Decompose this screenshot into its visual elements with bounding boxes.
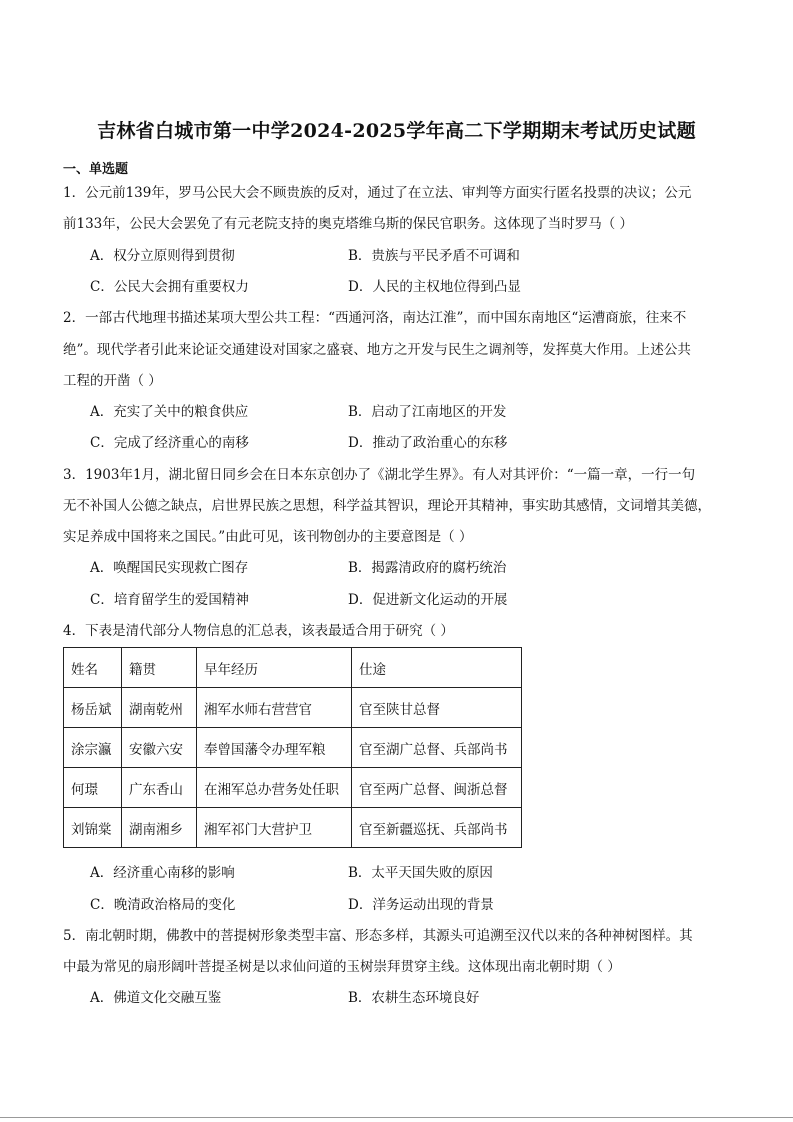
table-row bbox=[64, 728, 522, 768]
question-2-option-a[interactable]: A．充实了关中的粮食供应 bbox=[90, 404, 249, 420]
table-cell: 何璟 bbox=[64, 768, 122, 808]
question-3-line-3: 实足养成中国将来之国民。”由此可见，该刊物创办的主要意图是（ ） bbox=[63, 529, 473, 545]
question-3-option-d[interactable]: D．促进新文化运动的开展 bbox=[348, 592, 508, 608]
question-2-option-d[interactable]: D．推动了政治重心的东移 bbox=[348, 435, 508, 451]
question-1-line-2: 前133年，公民大会罢免了有元老院支持的奥克塔维乌斯的保民官职务。这体现了当时罗马（ ） bbox=[63, 216, 634, 232]
table-cell: 湖南湘乡 bbox=[122, 808, 197, 848]
page-bottom-rule bbox=[0, 1117, 793, 1118]
table-cell: 湘军水师右营营官 bbox=[197, 688, 352, 728]
table-cell: 刘锦棠 bbox=[64, 808, 122, 848]
question-3-option-a[interactable]: A．唤醒国民实现救亡图存 bbox=[90, 560, 249, 576]
table-header-cell: 姓名 bbox=[64, 648, 122, 688]
question-5-option-a[interactable]: A．佛道文化交融互鉴 bbox=[90, 990, 222, 1006]
table-cell: 官至湖广总督、兵部尚书 bbox=[352, 728, 522, 768]
question-1-option-d[interactable]: D．人民的主权地位得到凸显 bbox=[348, 279, 521, 295]
table-row bbox=[64, 768, 522, 808]
table-cell: 湖南乾州 bbox=[122, 688, 197, 728]
question-2-option-b[interactable]: B．启动了江南地区的开发 bbox=[348, 404, 507, 420]
question-4-option-a[interactable]: A．经济重心南移的影响 bbox=[90, 865, 235, 881]
table-cell: 官至新疆巡抚、兵部尚书 bbox=[352, 808, 522, 848]
table-header-cell: 籍贯 bbox=[122, 648, 197, 688]
table-header-row bbox=[64, 648, 522, 688]
question-3-line-2: 无不补国人公德之缺点，启世界民族之思想，科学益其智识，理论开其精神，事实助其感情，文词增其美德， bbox=[63, 498, 711, 514]
question-4-option-c[interactable]: C．晚清政治格局的变化 bbox=[90, 897, 236, 913]
question-3-option-b[interactable]: B．揭露清政府的腐朽统治 bbox=[348, 560, 507, 576]
question-2-line-3: 工程的开凿（ ） bbox=[63, 373, 162, 389]
question-5-option-b[interactable]: B．农耕生态环境良好 bbox=[348, 990, 480, 1006]
question-1-option-a[interactable]: A．权分立原则得到贯彻 bbox=[90, 248, 235, 264]
table-cell: 涂宗瀛 bbox=[64, 728, 122, 768]
section-heading: 一、单选题 bbox=[63, 162, 129, 177]
table-cell: 安徽六安 bbox=[122, 728, 197, 768]
question-1-option-b[interactable]: B．贵族与平民矛盾不可调和 bbox=[348, 248, 520, 264]
info-table bbox=[63, 647, 522, 848]
question-5-line-1: 5．南北朝时期，佛教中的菩提树形象类型丰富、形态多样，其源头可追溯至汉代以来的各种神树图样。其 bbox=[63, 928, 693, 944]
table-cell: 奉曾国藩令办理军粮 bbox=[197, 728, 352, 768]
question-1-option-c[interactable]: C．公民大会拥有重要权力 bbox=[90, 279, 249, 295]
question-2-option-c[interactable]: C．完成了经济重心的南移 bbox=[90, 435, 249, 451]
table-cell: 官至两广总督、闽浙总督 bbox=[352, 768, 522, 808]
table-row bbox=[64, 808, 522, 848]
question-4-line-1: 4．下表是清代部分人物信息的汇总表，该表最适合用于研究（ ） bbox=[63, 623, 454, 639]
question-3-option-c[interactable]: C．培育留学生的爱国精神 bbox=[90, 592, 249, 608]
table-row bbox=[64, 688, 522, 728]
question-3-line-1: 3．1903年1月，湖北留日同乡会在日本东京创办了《湖北学生界》。有人对其评价：“一篇一章，一行一句 bbox=[63, 467, 696, 483]
question-4-option-d[interactable]: D．洋务运动出现的背景 bbox=[348, 897, 494, 913]
table-header-cell: 仕途 bbox=[352, 648, 522, 688]
table-header-cell: 早年经历 bbox=[197, 648, 352, 688]
question-5-line-2: 中最为常见的扇形阔叶菩提圣树是以求仙问道的玉树崇拜贯穿主线。这体现出南北朝时期（ ） bbox=[63, 959, 621, 975]
question-1-line-1: 1．公元前139年，罗马公民大会不顾贵族的反对，通过了在立法、审判等方面实行匿名投票的决议；公元 bbox=[63, 185, 692, 201]
table-cell: 官至陕甘总督 bbox=[352, 688, 522, 728]
question-4-option-b[interactable]: B．太平天国失败的原因 bbox=[348, 865, 493, 881]
table-cell: 广东香山 bbox=[122, 768, 197, 808]
table-cell: 在湘军总办营务处任职 bbox=[197, 768, 352, 808]
page-title: 吉林省白城市第一中学2024-2025学年高二下学期期末考试历史试题 bbox=[97, 120, 696, 142]
table-cell: 湘军祁门大营护卫 bbox=[197, 808, 352, 848]
question-2-line-1: 2．一部古代地理书描述某项大型公共工程：“西通河洛，南达江淮”，而中国东南地区“运漕商旅，往来不 bbox=[63, 310, 687, 326]
table-cell: 杨岳斌 bbox=[64, 688, 122, 728]
question-2-line-2: 绝”。现代学者引此来论证交通建设对国家之盛衰、地方之开发与民生之调剂等，发挥莫大作用。上述公共 bbox=[63, 342, 691, 358]
